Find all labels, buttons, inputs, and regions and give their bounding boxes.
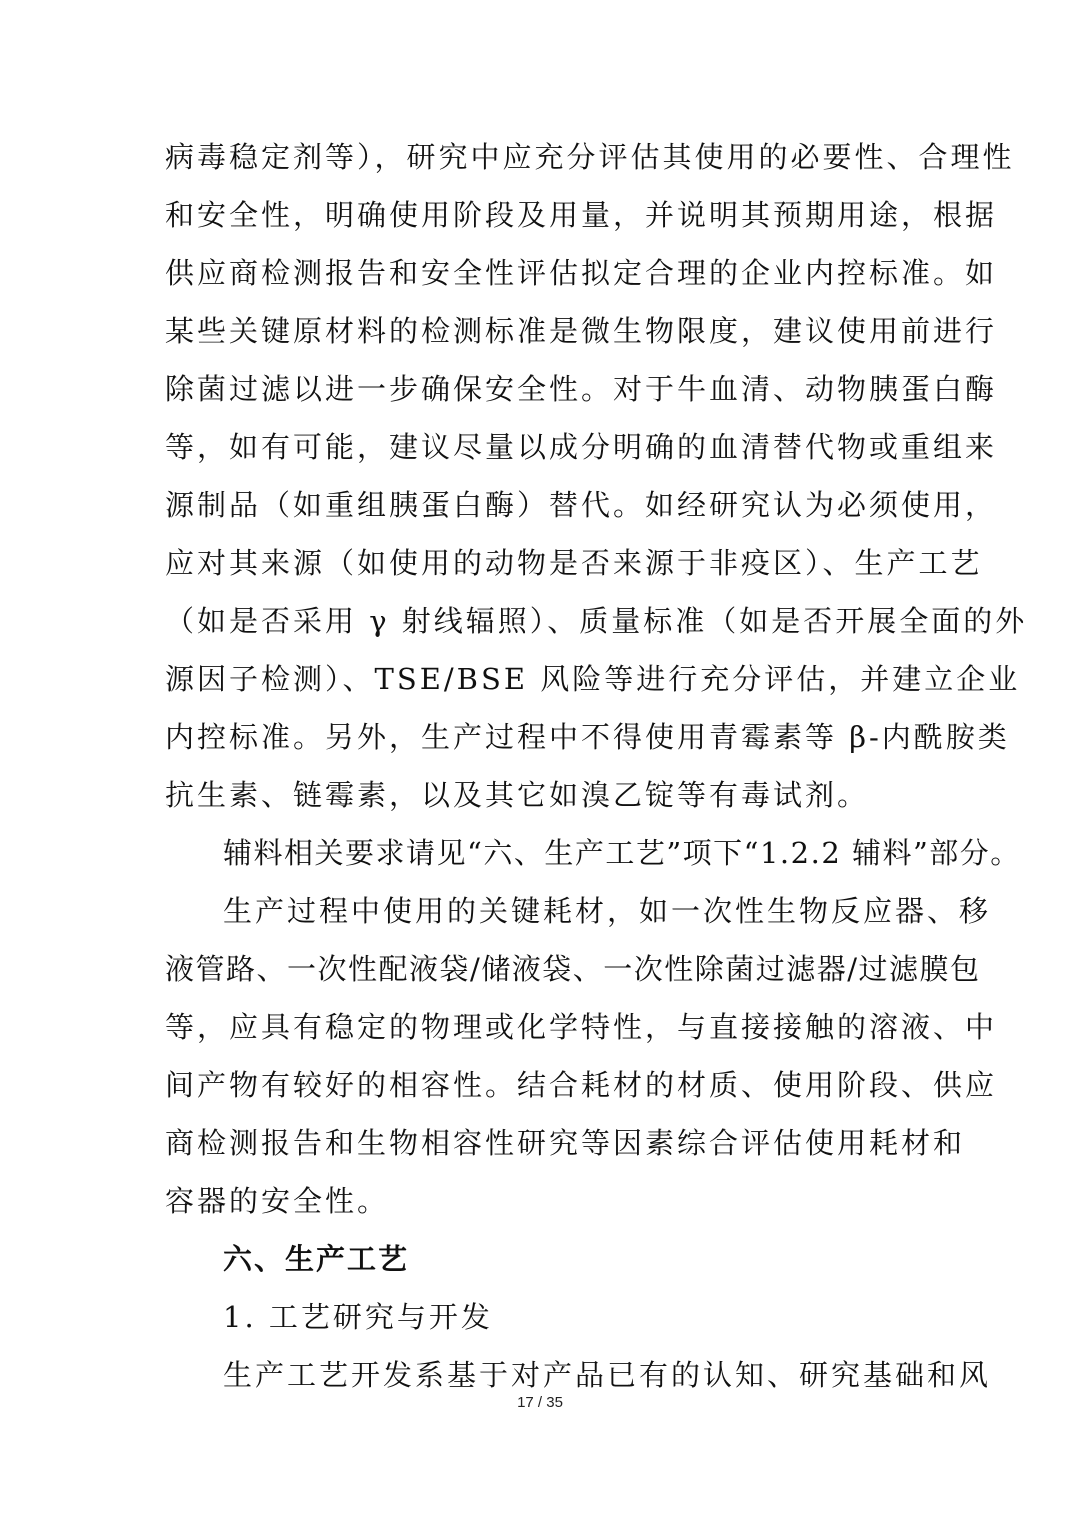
subsection-heading: 1. 工艺研究与开发: [223, 1300, 493, 1334]
text-line: 等，应具有稳定的物理或化学特性，与直接接触的溶液、中: [165, 1010, 998, 1044]
paragraph-raw-material-control: [165, 128, 1028, 824]
page-number: 17 / 35: [517, 1394, 563, 1411]
text-line: 病毒稳定剂等），研究中应充分评估其使用的必要性、合理性: [165, 140, 1015, 174]
text-line: 源因子检测）、TSE/BSE 风险等进行充分评估，并建立企业: [165, 662, 1021, 696]
text-line: 商检测报告和生物相容性研究等因素综合评估使用耗材和: [165, 1126, 966, 1160]
text-line: 除菌过滤以进一步确保安全性。对于牛血清、动物胰蛋白酶: [165, 372, 998, 406]
text-line: 等，如有可能，建议尽量以成分明确的血清替代物或重组来: [165, 430, 998, 464]
text-line: 液管路、一次性配液袋/储液袋、一次性除菌过滤器/过滤膜包: [165, 952, 981, 986]
document-body: [165, 128, 1028, 1404]
paragraph-excipient-reference: [165, 824, 1021, 882]
text-line: 应对其来源（如使用的动物是否来源于非疫区）、生产工艺: [165, 546, 983, 580]
text-line: 某些关键原材料的检测标准是微生物限度，建议使用前进行: [165, 314, 998, 348]
text-line: 辅料相关要求请见“六、生产工艺”项下“1.2.2 辅料”部分。: [223, 836, 1021, 870]
text-line: 源制品（如重组胰蛋白酶）替代。如经研究认为必须使用，: [165, 488, 998, 522]
text-line: 供应商检测报告和安全性评估拟定合理的企业内控标准。如: [165, 256, 998, 290]
text-line: 和安全性，明确使用阶段及用量，并说明其预期用途，根据: [165, 198, 998, 232]
text-line: 间产物有较好的相容性。结合耗材的材质、使用阶段、供应: [165, 1068, 998, 1102]
text-line: 抗生素、链霉素，以及其它如溴乙锭等有毒试剂。: [165, 778, 870, 812]
text-line: 生产过程中使用的关键耗材，如一次性生物反应器、移: [223, 894, 992, 928]
text-line: 容器的安全性。: [165, 1184, 390, 1218]
paragraph-consumables: [165, 882, 998, 1230]
text-line: 生产工艺开发系基于对产品已有的认知、研究基础和风: [223, 1358, 992, 1392]
text-line: （如是否采用 γ 射线辐照）、质量标准（如是否开展全面的外: [165, 604, 1028, 638]
section-heading: 六、生产工艺: [223, 1242, 410, 1276]
text-line: 内控标准。另外，生产过程中不得使用青霉素等 β-内酰胺类: [165, 720, 1010, 754]
